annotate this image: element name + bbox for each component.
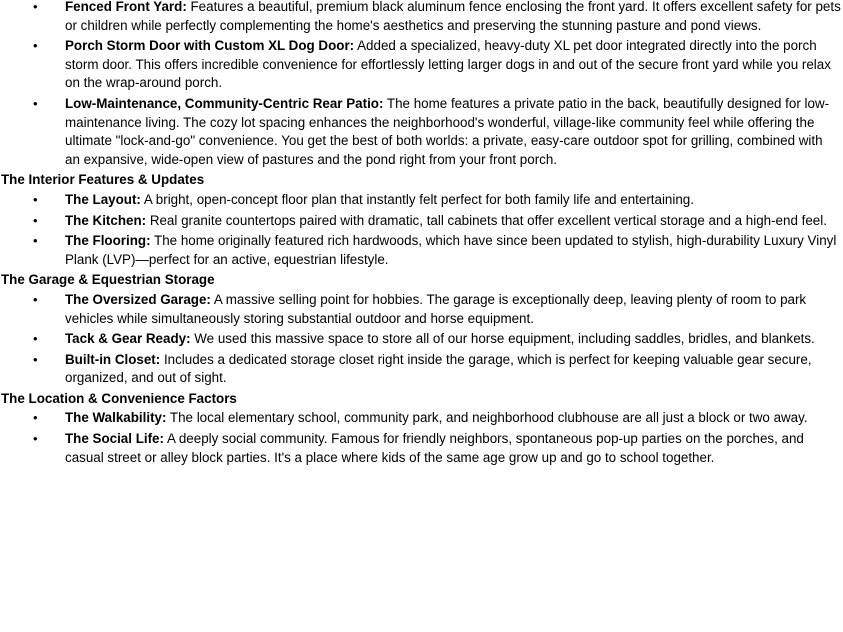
bullet: • xyxy=(33,0,38,14)
front-yard-list xyxy=(0,0,843,169)
list-item xyxy=(0,409,843,428)
item-text: A bright, open-concept floor plan that instantly felt perfect for both family life and entertaining. xyxy=(140,191,694,207)
section-heading-location: The Location & Convenience Factors xyxy=(1,390,237,406)
garage-list xyxy=(0,291,843,388)
bullet: • xyxy=(33,95,38,111)
item-term: The Oversized Garage: xyxy=(65,291,211,307)
list-item xyxy=(0,95,843,169)
list-item xyxy=(0,291,843,328)
item-text: A massive selling point for hobbies. The garage is exceptionally deep, leaving plenty of room to park vehicles while simultaneously storing substantial outdoor and horse equipment. xyxy=(65,291,807,326)
list-item xyxy=(0,0,843,35)
item-text: Includes a dedicated storage closet right inside the garage, which is perfect for keeping valuable gear secure, organized, and out of sight. xyxy=(65,351,812,386)
item-term: The Flooring: xyxy=(65,233,151,249)
item-term: Fenced Front Yard: xyxy=(65,0,187,14)
list-item xyxy=(0,191,843,210)
bullet: • xyxy=(33,212,38,228)
bullet: • xyxy=(33,410,38,426)
item-text: Features a beautiful, premium black aluminum fence enclosing the front yard. It offers excellent safety for pets or children while perfectly complementing the home's aesthetics and preserving the stunning pasture and pond views. xyxy=(65,0,841,33)
item-text: A deeply social community. Famous for friendly neighbors, spontaneous pop-up parties on the porches, and casual street or alley block parties. It's a place where kids of the same age grow up and go to school together. xyxy=(65,431,804,465)
item-term: The Kitchen: xyxy=(65,212,147,228)
item-term: Porch Storm Door with Custom XL Dog Door: xyxy=(65,38,355,54)
bullet: • xyxy=(33,38,38,54)
bullet: • xyxy=(33,191,38,207)
item-text: Added a specialized, heavy-duty XL pet door integrated directly into the porch storm door. This offers incredible convenience for effortlessly letting larger dogs in and out of the secure front yard while you relax on the wrap-around porch. xyxy=(65,38,831,91)
section-heading-garage: The Garage & Equestrian Storage xyxy=(1,272,215,288)
list-item xyxy=(0,330,843,349)
location-list xyxy=(0,409,843,467)
list-item xyxy=(0,430,843,467)
list-item xyxy=(0,212,843,231)
item-text: The home originally featured rich hardwoods, which have since been updated to stylish, high-durability Luxury Vinyl Plank (LVP)—perfect for an active, equestrian lifestyle. xyxy=(65,233,837,267)
item-text: The local elementary school, community park, and neighborhood clubhouse are all just a block or two away. xyxy=(166,410,808,426)
item-term: The Layout: xyxy=(65,191,141,207)
item-term: The Walkability: xyxy=(65,410,167,426)
item-text: The home features a private patio in the back, beautifully designed for low-maintenance living. The cozy lot spacing enhances the neighborhood's wonderful, village-like community feel while offering the ultimate "lock-and-go" convenience. You get the best of both worlds: a private, easy-care outdoor spot for grilling, combined with an expansive, wide-open view of pastures and the pond right from your front porch. xyxy=(65,95,830,167)
interior-list xyxy=(0,191,843,269)
item-text: Real granite countertops paired with dramatic, tall cabinets that offer excellent vertical storage and a high-end feel. xyxy=(146,212,827,228)
list-item xyxy=(0,232,843,269)
bullet: • xyxy=(33,351,38,367)
item-term: Low-Maintenance, Community-Centric Rear Patio: xyxy=(65,95,384,111)
bullet: • xyxy=(33,291,38,307)
item-term: The Social Life: xyxy=(65,431,164,447)
list-item xyxy=(0,351,843,388)
item-text: We used this massive space to store all of our horse equipment, including saddles, bridles, and blankets. xyxy=(190,331,815,347)
bullet: • xyxy=(33,331,38,347)
item-term: Built-in Closet: xyxy=(65,351,161,367)
item-term: Tack & Gear Ready: xyxy=(65,331,191,347)
bullet: • xyxy=(33,431,38,447)
bullet: • xyxy=(33,233,38,249)
section-heading-interior: The Interior Features & Updates xyxy=(1,172,205,188)
list-item xyxy=(0,37,843,93)
